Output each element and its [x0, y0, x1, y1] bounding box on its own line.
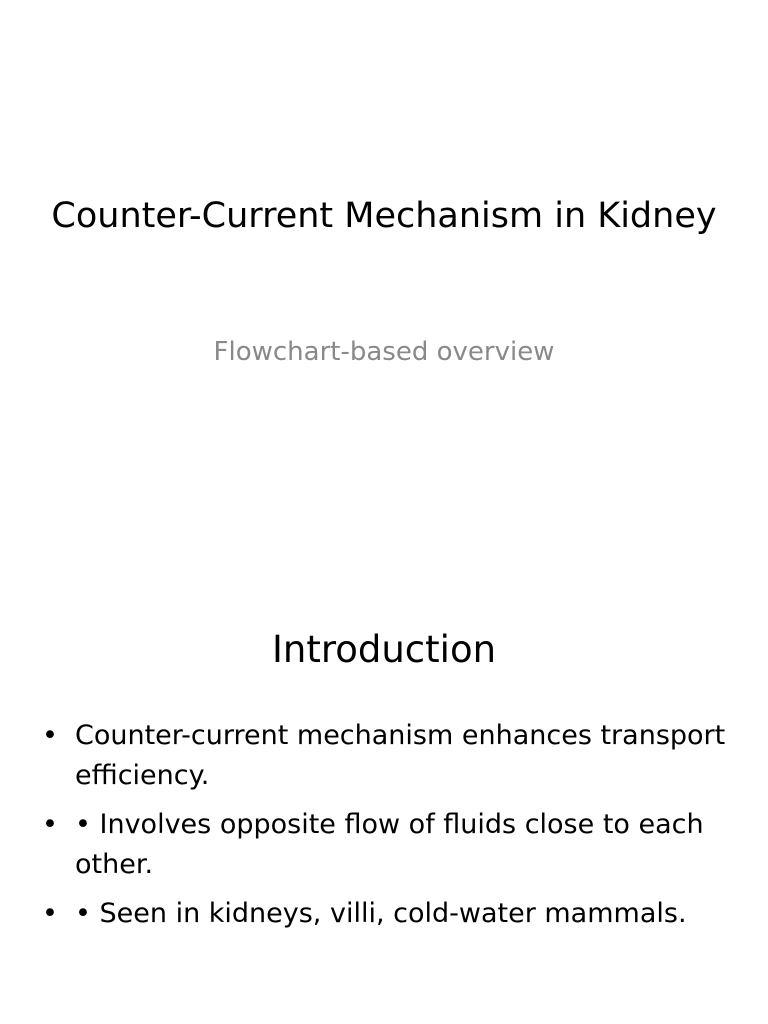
bullet-item	[40, 716, 730, 796]
bullet-item	[40, 894, 730, 934]
bullet-text: Counter-current mechanism enhances transport efficiency.	[75, 720, 726, 791]
bullet-marker: •	[42, 809, 58, 840]
slide-subtitle: Flowchart-based overview	[213, 337, 555, 367]
slide-title: Counter-Current Mechanism in Kidney	[51, 196, 717, 236]
bullet-item	[40, 805, 730, 885]
bullet-marker: •	[42, 720, 58, 751]
bullet-text: • Seen in kidneys, villi, cold-water mammals.	[75, 898, 687, 929]
bullet-text: • Involves opposite flow of fluids close to each other.	[75, 809, 704, 880]
bullet-list	[40, 716, 730, 943]
introduction-slide	[0, 512, 768, 1024]
introduction-heading: Introduction	[271, 628, 497, 671]
bullet-marker: •	[42, 898, 58, 929]
